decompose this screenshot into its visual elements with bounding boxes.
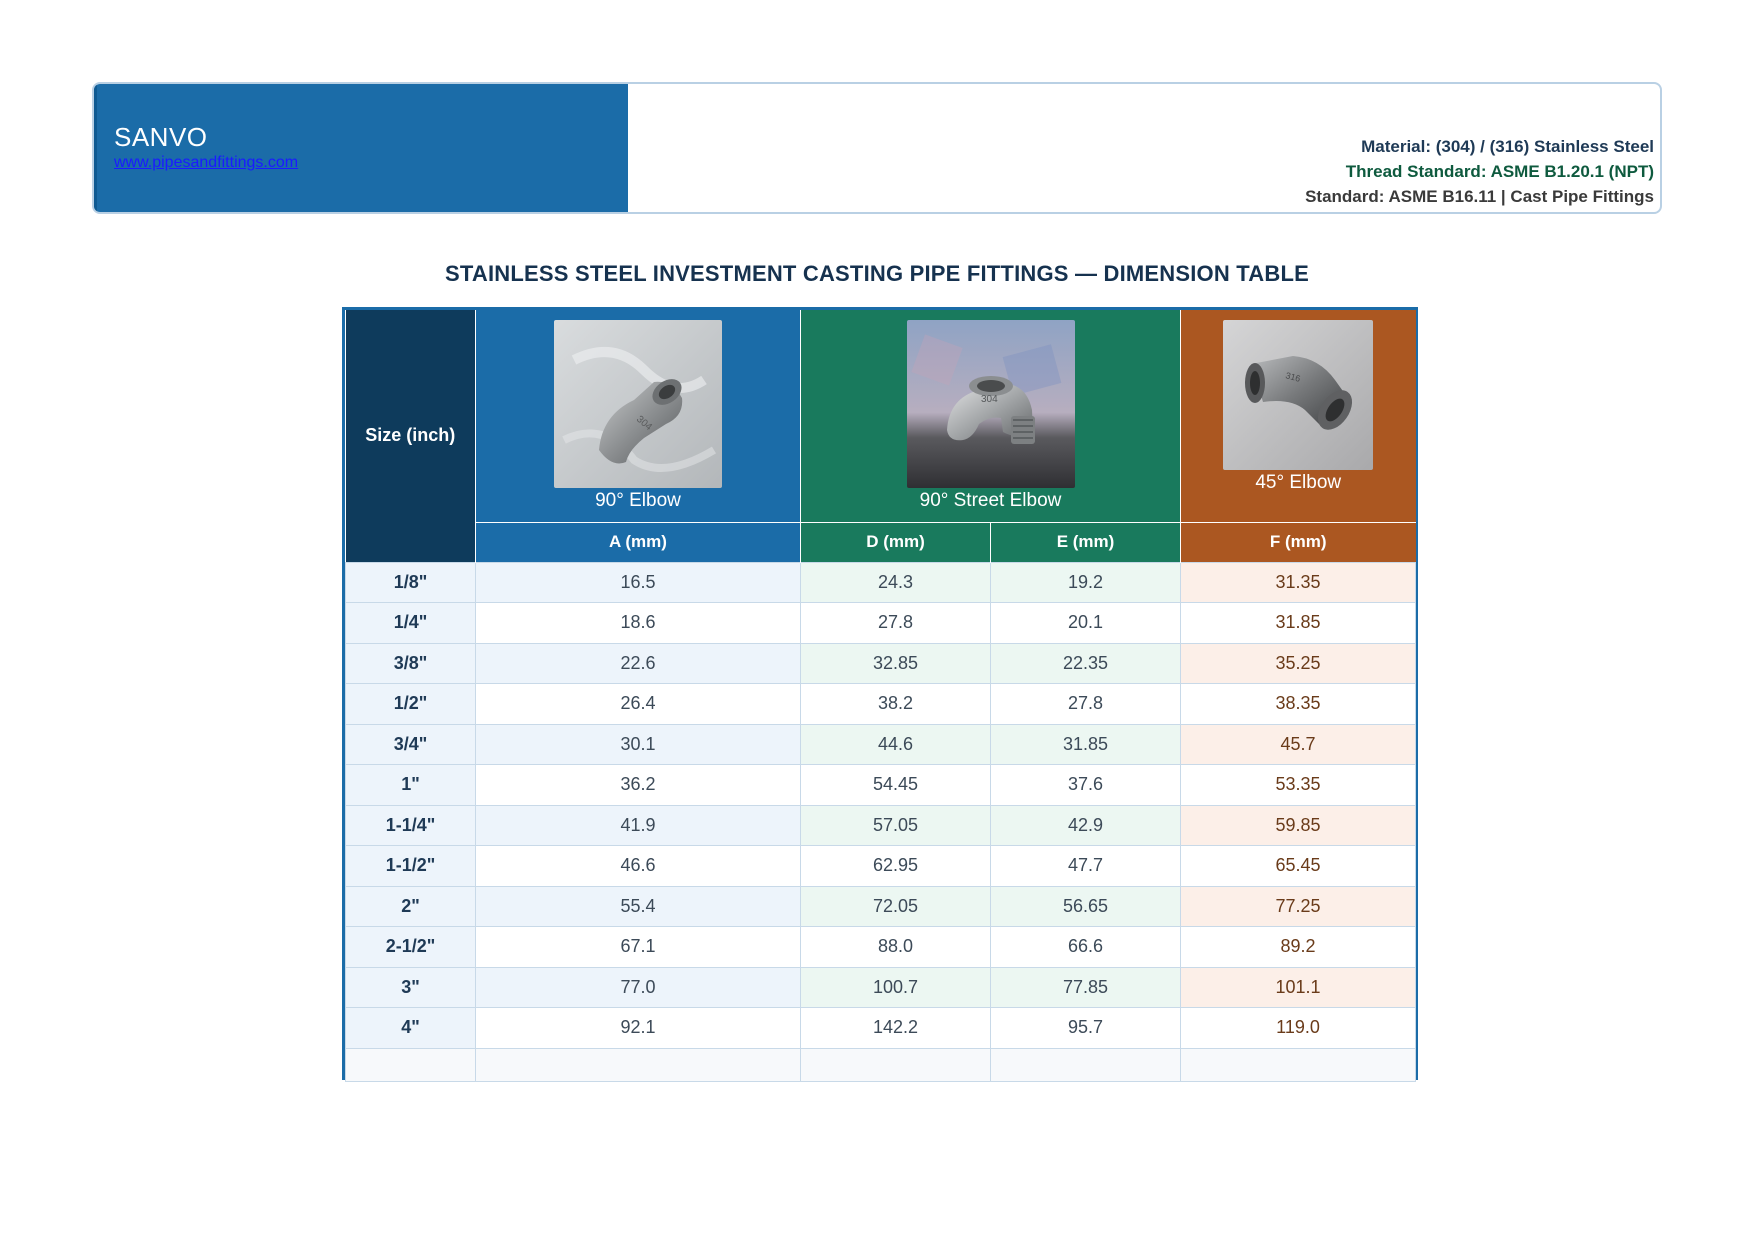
- value-cell-e: 22.35: [991, 643, 1181, 684]
- 90-degree-elbow-photo: [554, 320, 722, 488]
- empty-table-row: [346, 1048, 1416, 1081]
- column-header-d: D (mm): [801, 522, 991, 562]
- value-cell-e: 47.7: [991, 846, 1181, 887]
- value-cell-d: 27.8: [801, 603, 991, 644]
- value-cell-a: 18.6: [476, 603, 801, 644]
- table-row: [346, 967, 1416, 1008]
- value-cell-a: 55.4: [476, 886, 801, 927]
- spec-block: [1305, 134, 1654, 209]
- 45-degree-elbow-photo: [1223, 320, 1373, 470]
- product-header-45-elbow: [1181, 310, 1416, 522]
- value-cell-d: 72.05: [801, 886, 991, 927]
- size-column-header: Size (inch): [346, 310, 476, 562]
- value-cell-a: 22.6: [476, 643, 801, 684]
- table-row: [346, 684, 1416, 725]
- dimension-table: [342, 307, 1418, 1080]
- thread-standard-spec: Thread Standard: ASME B1.20.1 (NPT): [1345, 162, 1654, 181]
- value-cell-d: 24.3: [801, 562, 991, 603]
- size-cell: 3/8": [346, 643, 476, 684]
- size-cell: 3": [346, 967, 476, 1008]
- value-cell-e: 66.6: [991, 927, 1181, 968]
- empty-cell: [476, 1048, 801, 1081]
- table-row: [346, 724, 1416, 765]
- svg-text:316: 316: [1284, 370, 1302, 384]
- column-header-a: A (mm): [476, 522, 801, 562]
- value-cell-f: 119.0: [1181, 1008, 1416, 1049]
- column-header-e: E (mm): [991, 522, 1181, 562]
- table-row: [346, 562, 1416, 603]
- product-name-45-elbow: 45° Elbow: [1255, 472, 1342, 493]
- header-banner: [92, 82, 1662, 214]
- value-cell-a: 16.5: [476, 562, 801, 603]
- product-name-90-street-elbow: 90° Street Elbow: [919, 490, 1062, 511]
- size-cell: 1/8": [346, 562, 476, 603]
- value-cell-a: 46.6: [476, 846, 801, 887]
- value-cell-f: 53.35: [1181, 765, 1416, 806]
- value-cell-d: 57.05: [801, 805, 991, 846]
- value-cell-f: 59.85: [1181, 805, 1416, 846]
- brand-block: [94, 84, 628, 212]
- table-row: [346, 1008, 1416, 1049]
- page-title: STAINLESS STEEL INVESTMENT CASTING PIPE FITTINGS — DIMENSION TABLE: [445, 261, 1309, 286]
- value-cell-f: 35.25: [1181, 643, 1416, 684]
- value-cell-e: 42.9: [991, 805, 1181, 846]
- value-cell-a: 36.2: [476, 765, 801, 806]
- value-cell-d: 44.6: [801, 724, 991, 765]
- value-cell-a: 77.0: [476, 967, 801, 1008]
- value-cell-d: 142.2: [801, 1008, 991, 1049]
- svg-text:304: 304: [980, 394, 998, 405]
- value-cell-d: 32.85: [801, 643, 991, 684]
- standard-spec: Standard: ASME B16.11 | Cast Pipe Fittings: [1305, 187, 1654, 206]
- product-header-90-street-elbow: [801, 310, 1181, 522]
- value-cell-e: 20.1: [991, 603, 1181, 644]
- size-cell: 1/4": [346, 603, 476, 644]
- empty-cell: [346, 1048, 476, 1081]
- product-header-90-elbow: [476, 310, 801, 522]
- value-cell-a: 67.1: [476, 927, 801, 968]
- size-cell: 4": [346, 1008, 476, 1049]
- table-row: [346, 805, 1416, 846]
- value-cell-d: 54.45: [801, 765, 991, 806]
- empty-cell: [991, 1048, 1181, 1081]
- table-row: [346, 846, 1416, 887]
- svg-text:304: 304: [634, 413, 654, 434]
- column-header-f: F (mm): [1181, 522, 1416, 562]
- table-row: [346, 643, 1416, 684]
- value-cell-e: 19.2: [991, 562, 1181, 603]
- website-link[interactable]: www.pipesandfittings.com: [114, 154, 299, 171]
- value-cell-e: 37.6: [991, 765, 1181, 806]
- size-cell: 1-1/4": [346, 805, 476, 846]
- size-cell: 1/2": [346, 684, 476, 725]
- value-cell-d: 38.2: [801, 684, 991, 725]
- value-cell-f: 65.45: [1181, 846, 1416, 887]
- value-cell-f: 77.25: [1181, 886, 1416, 927]
- value-cell-f: 89.2: [1181, 927, 1416, 968]
- size-cell: 1": [346, 765, 476, 806]
- value-cell-f: 101.1: [1181, 967, 1416, 1008]
- value-cell-f: 38.35: [1181, 684, 1416, 725]
- value-cell-f: 31.85: [1181, 603, 1416, 644]
- size-cell: 2-1/2": [346, 927, 476, 968]
- value-cell-a: 92.1: [476, 1008, 801, 1049]
- value-cell-a: 30.1: [476, 724, 801, 765]
- value-cell-d: 88.0: [801, 927, 991, 968]
- value-cell-a: 41.9: [476, 805, 801, 846]
- 90-degree-street-elbow-photo: [907, 320, 1075, 488]
- table-row: [346, 603, 1416, 644]
- table-row: [346, 927, 1416, 968]
- empty-cell: [801, 1048, 991, 1081]
- size-cell: 2": [346, 886, 476, 927]
- size-cell: 3/4": [346, 724, 476, 765]
- table-row: [346, 765, 1416, 806]
- value-cell-e: 77.85: [991, 967, 1181, 1008]
- value-cell-e: 27.8: [991, 684, 1181, 725]
- value-cell-e: 31.85: [991, 724, 1181, 765]
- size-cell: 1-1/2": [346, 846, 476, 887]
- brand-name: SANVO: [114, 122, 208, 152]
- value-cell-e: 95.7: [991, 1008, 1181, 1049]
- value-cell-f: 45.7: [1181, 724, 1416, 765]
- value-cell-e: 56.65: [991, 886, 1181, 927]
- value-cell-a: 26.4: [476, 684, 801, 725]
- table-row: [346, 886, 1416, 927]
- empty-cell: [1181, 1048, 1416, 1081]
- value-cell-f: 31.35: [1181, 562, 1416, 603]
- product-name-90-elbow: 90° Elbow: [595, 490, 681, 511]
- value-cell-d: 100.7: [801, 967, 991, 1008]
- material-spec: Material: (304) / (316) Stainless Steel: [1361, 137, 1654, 156]
- value-cell-d: 62.95: [801, 846, 991, 887]
